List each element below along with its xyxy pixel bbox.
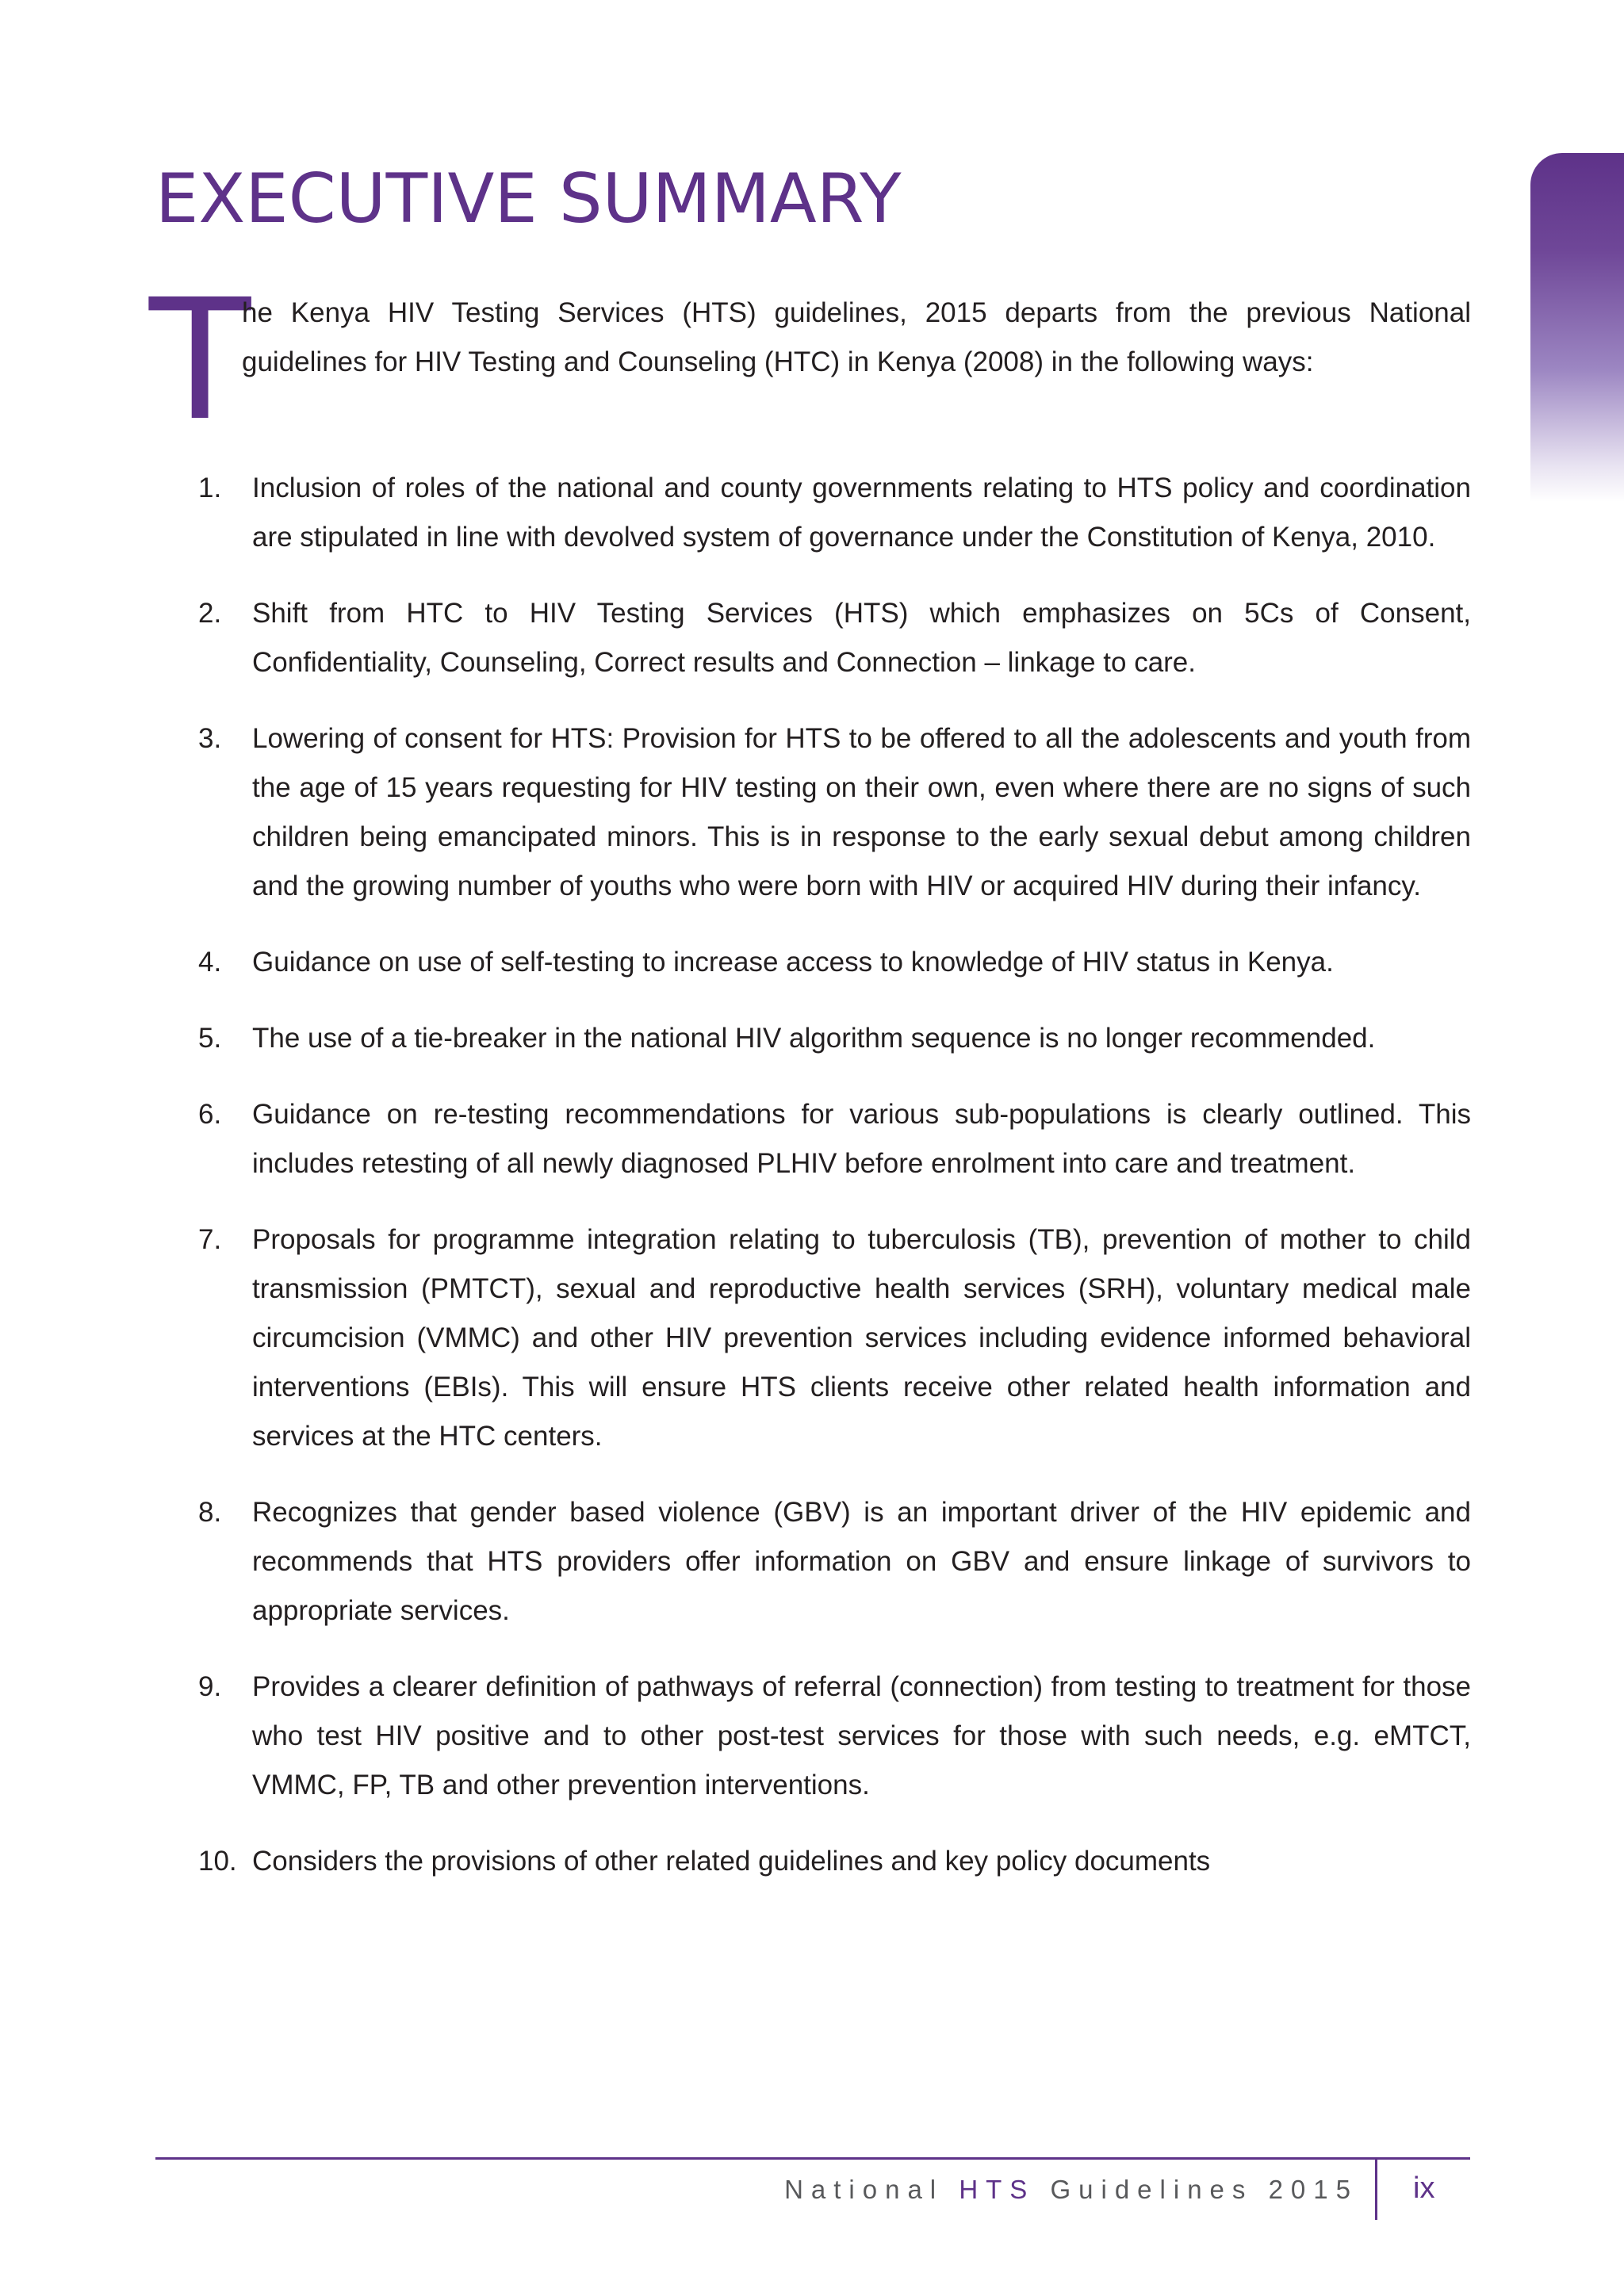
list-item-text: Lowering of consent for HTS: Provision for HTS to be offered to all the adolescents and youth from the age of 15 years requesting for HIV testing on their own, even where there are no signs of such children being emancipated minors. This is in response to the early sexual debut among children and the growing number of youths who were born with HIV or acquired HIV during their infancy. [252,723,1471,901]
page-title: EXECUTIVE SUMMARY [155,159,902,239]
list-item [198,464,1471,562]
list-item [198,1090,1471,1188]
list-item [198,938,1471,987]
list-item-number: 2. [198,598,222,629]
footer-rule [155,2157,1470,2160]
list-item-text: Considers the provisions of other related guidelines and key policy documents [252,1846,1211,1877]
list-item [198,1663,1471,1810]
list-item-text: Inclusion of roles of the national and county governments relating to HTS policy and coordination are stipulated in line with devolved system of governance under the Constitution of Kenya, 2010. [252,473,1471,553]
footer-title-highlight: HTS [959,2175,1036,2204]
list-item-text: Provides a clearer definition of pathways of referral (connection) from testing to treatment for those who test HIV positive and to other post-test services for those with such needs, e.g. eMTCT, VMMC, FP, TB and other prevention interventions. [252,1671,1471,1800]
list-item-number: 4. [198,947,222,978]
summary-list [198,464,1471,1913]
footer-divider [1375,2158,1377,2220]
list-item-number: 1. [198,473,222,503]
list-item-number: 8. [198,1497,222,1528]
list-item [198,1014,1471,1063]
list-item [198,1215,1471,1461]
list-item [198,589,1471,687]
list-item-number: 6. [198,1099,222,1130]
list-item-number: 5. [198,1023,222,1054]
drop-cap: T [149,263,251,457]
footer-running-title [784,2172,1358,2207]
list-item-text: Proposals for programme integration relating to tuberculosis (TB), prevention of mother to child transmission (PMTCT), sexual and reproductive health services (SRH), voluntary medical male circumcision (VMMC) and other HIV prevention services including evidence informed behavioral interventions (EBIs). This will ensure HTS clients receive other related health information and services at the HTC centers. [252,1224,1471,1452]
list-item [198,714,1471,911]
list-item-number: 10. [198,1846,237,1877]
list-item [198,1488,1471,1636]
list-item-number: 9. [198,1671,222,1702]
list-item [198,1837,1471,1886]
list-item-text: Guidance on re-testing recommendations for various sub-populations is clearly outlined. This includes retesting of all newly diagnosed PLHIV before enrolment into care and treatment. [252,1099,1471,1179]
list-item-number: 7. [198,1224,222,1255]
page-number: ix [1413,2172,1435,2205]
list-item-text: Recognizes that gender based violence (GBV) is an important driver of the HIV epidemic and recommends that HTS providers offer information on GBV and ensure linkage of survivors to appropriate services. [252,1497,1471,1626]
footer-title-post: Guidelines 2015 [1035,2175,1358,2204]
list-item-number: 3. [198,723,222,754]
footer-title-pre: National [784,2175,959,2204]
list-item-text: Guidance on use of self-testing to increase access to knowledge of HIV status in Kenya. [252,947,1334,978]
chapter-side-tab [1530,153,1624,502]
list-item-text: The use of a tie-breaker in the national HIV algorithm sequence is no longer recommended. [252,1023,1376,1054]
intro-paragraph: he Kenya HIV Testing Services (HTS) guidelines, 2015 departs from the previous National guidelines for HIV Testing and Counseling (HTC) in Kenya (2008) in the following ways: [242,297,1471,377]
list-item-text: Shift from HTC to HIV Testing Services (HTS) which emphasizes on 5Cs of Consent, Confidentiality, Counseling, Correct results and Connection – linkage to care. [252,598,1471,678]
